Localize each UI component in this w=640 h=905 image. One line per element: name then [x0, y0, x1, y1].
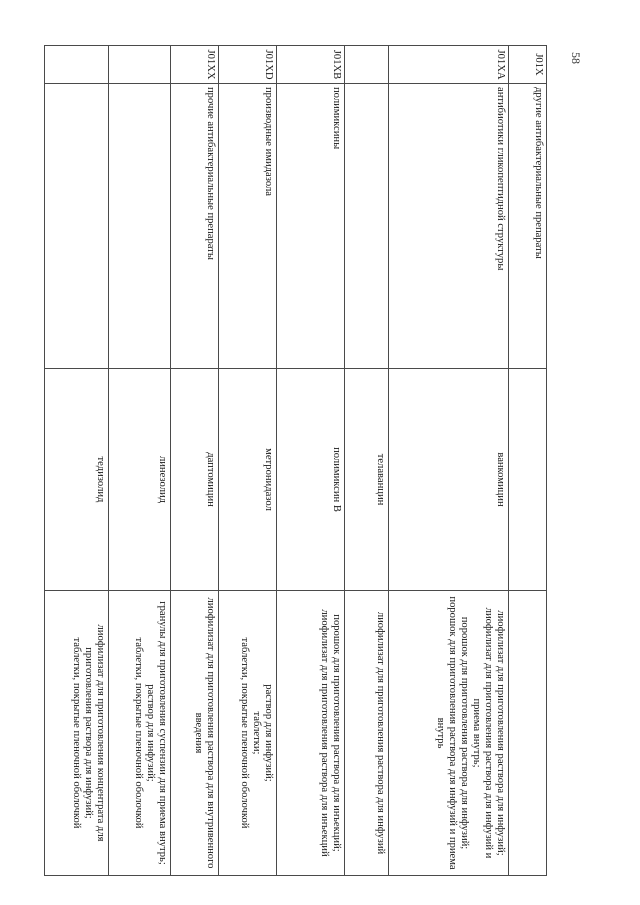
atc-group-name: прочие антибактериальные препараты: [171, 84, 219, 369]
page-number: 58: [569, 52, 583, 64]
dosage-forms: [389, 591, 509, 876]
dosage-form: лиофилизат для приготовления концентрата для приготовления раствора для инфузий;: [83, 624, 106, 842]
drug-name: полимиксин В: [277, 369, 345, 591]
atc-code: J01XB: [277, 46, 345, 84]
dosage-form: лиофилизат для приготовления раствора для внутривенного введения: [193, 597, 216, 869]
dosage-forms: [509, 591, 547, 876]
drug-name: телаванцин: [345, 369, 389, 591]
atc-code: J01XX: [171, 46, 219, 84]
dosage-forms: [109, 591, 171, 876]
atc-code: J01XA: [389, 46, 509, 84]
dosage-form: порошок для приготовления раствора для инфузий и приема внутрь: [435, 596, 458, 870]
drug-name: ванкомицин: [389, 369, 509, 591]
dosage-form: гранулы для приготовления суспензии для приема внутрь;: [157, 601, 168, 865]
table-row: [277, 46, 345, 876]
drug-table-rotated: [45, 45, 547, 875]
atc-code: [45, 46, 109, 84]
atc-group-name: другие антибактериальные препараты: [509, 84, 547, 369]
atc-group-name: [45, 84, 109, 369]
atc-code: [345, 46, 389, 84]
dosage-forms: [45, 591, 109, 876]
atc-group-name: [109, 84, 171, 369]
dosage-forms: [345, 591, 389, 876]
table-row: [171, 46, 219, 876]
dosage-form: лиофилизат для приготовления раствора для инфузий;: [495, 610, 506, 856]
table-row: [509, 46, 547, 876]
dosage-forms: [277, 591, 345, 876]
drug-name: [509, 369, 547, 591]
dosage-form: порошок для приготовления раствора для инъекций;: [331, 614, 342, 852]
table-row: [389, 46, 509, 876]
dosage-form: порошок для приготовления раствора для инфузий;: [459, 616, 470, 850]
table-row: [219, 46, 277, 876]
dosage-form: раствор для инфузий;: [263, 684, 274, 782]
table-row: [109, 46, 171, 876]
atc-code: [109, 46, 171, 84]
table-row: [45, 46, 109, 876]
dosage-forms: [171, 591, 219, 876]
dosage-form: лиофилизат для приготовления раствора для инфузий и приема внутрь;: [471, 607, 494, 859]
drug-name: метронидазол: [219, 369, 277, 591]
dosage-form: таблетки, покрытые пленочной оболочкой: [133, 637, 144, 829]
atc-group-name: антибиотики гликопептидной структуры: [389, 84, 509, 369]
drug-name: даптомицин: [171, 369, 219, 591]
dosage-form: раствор для инфузий;: [145, 684, 156, 782]
atc-group-name: [345, 84, 389, 369]
atc-code: J01XD: [219, 46, 277, 84]
drug-table: [44, 45, 547, 876]
drug-name: тедизолид: [45, 369, 109, 591]
dosage-forms: [219, 591, 277, 876]
table-row: [345, 46, 389, 876]
dosage-form: лиофилизат для приготовления раствора для инфузий: [375, 611, 386, 855]
atc-group-name: производные имидазола: [219, 84, 277, 369]
dosage-form: таблетки;: [251, 711, 262, 755]
drug-name: линезолид: [109, 369, 171, 591]
dosage-form: таблетки, покрытые пленочной оболочкой: [71, 637, 82, 829]
dosage-form: таблетки, покрытые пленочной оболочкой: [239, 637, 250, 829]
dosage-form: лиофилизат для приготовления раствора для инъекций: [319, 609, 330, 857]
atc-group-name: полимиксины: [277, 84, 345, 369]
atc-code: J01X: [509, 46, 547, 84]
